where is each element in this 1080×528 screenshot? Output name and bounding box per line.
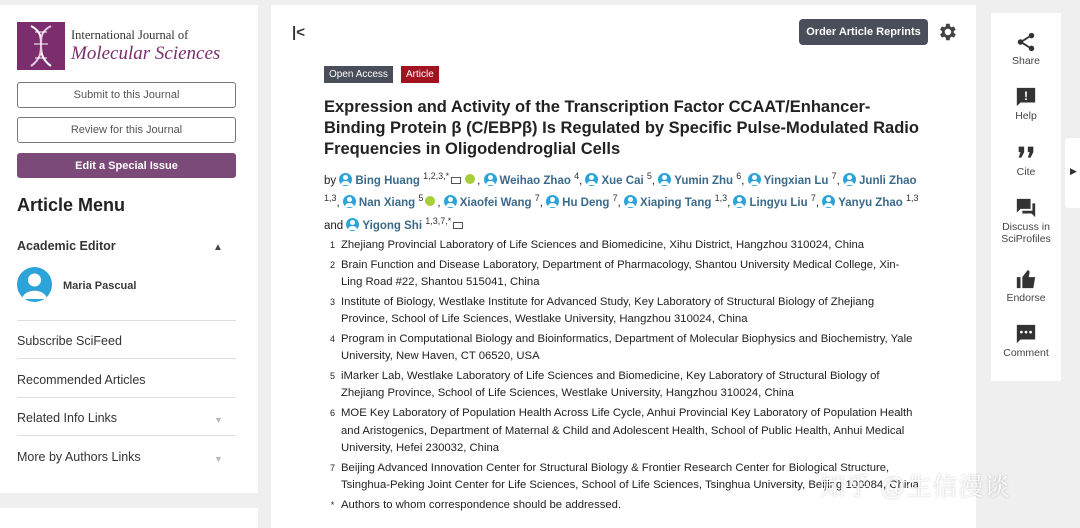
academic-editor-toggle[interactable]: Academic Editor [17, 239, 116, 253]
endorse-label: Endorse [1006, 292, 1046, 304]
open-access-badge[interactable]: Open Access [324, 66, 393, 83]
author-link[interactable]: Xue Cai [601, 174, 644, 187]
author-link[interactable]: Yingxian Lu [763, 174, 829, 187]
author-affiliation: 7 [612, 193, 618, 204]
author-affiliation: 1,3,7,* [425, 215, 452, 226]
affiliation-item [324, 257, 919, 292]
journal-logo[interactable] [17, 22, 220, 70]
author-affiliation: 1,3 [324, 193, 337, 204]
chevron-up-icon[interactable]: ▲ [213, 242, 223, 253]
affiliation-number: 3 [329, 296, 335, 307]
author-icon [346, 218, 359, 231]
thumbs-up-icon [1015, 268, 1037, 290]
affiliation-number: * [330, 499, 335, 510]
author-affiliation: 5 [418, 193, 424, 204]
author-link[interactable]: Yanyu Zhao [838, 197, 903, 210]
author-icon [624, 195, 637, 208]
divider [17, 397, 236, 398]
author-affiliation: 7 [810, 193, 816, 204]
affiliation-text: Brain Function and Disease Laboratory, Department of Pharmacology, Shantou University Medical College, Xin-Ling Road #22, Shantou 515041, China [341, 258, 900, 289]
affiliation-item [324, 331, 919, 366]
journal-name-line2: Molecular Sciences [71, 42, 221, 64]
affiliation-item [324, 368, 919, 403]
orcid-icon[interactable] [465, 174, 475, 184]
email-icon[interactable] [451, 177, 461, 184]
affiliation-text: Institute of Biology, Westlake Institute for Advanced Study, Key Laboratory of Structural Biology of Zhejiang Province, School of Life Sciences, Westlake University, Hangzhou 310024, China [341, 295, 875, 326]
discuss-label: Discuss in SciProfiles [1001, 221, 1051, 245]
affiliation-number: 6 [329, 408, 335, 419]
affiliation-number: 4 [329, 333, 335, 344]
chevron-down-icon[interactable]: ▼ [214, 415, 223, 425]
affiliation-number: 7 [329, 462, 335, 473]
email-icon[interactable] [453, 222, 463, 229]
affiliation-item [324, 237, 919, 254]
comment-label: Comment [1003, 347, 1049, 359]
affiliation-text: Program in Computational Biology and Bioinformatics, Department of Molecular Biophysics and Biochemistry, Yale University, New Haven, CT 06520, USA [341, 332, 913, 363]
affiliation-number: 1 [329, 240, 335, 250]
quote-icon [1015, 142, 1037, 164]
divider [17, 435, 236, 436]
svg-text:!: ! [1024, 88, 1028, 103]
author-icon [843, 173, 856, 186]
author-icon [658, 173, 671, 186]
and-label: and [324, 219, 344, 232]
author-link[interactable]: Xiaping Tang [640, 197, 712, 210]
journal-name-line1: International Journal of [71, 28, 189, 43]
affiliation-text: MOE Key Laboratory of Population Health Across Life Cycle, Anhui Provincial Key Laboratory of Population Health and Aristogenics, Department of Maternal & Child and Adolescent Health, School of Public Health, Anhui Medical University, Hefei 230032, China [341, 407, 913, 454]
cite-label: Cite [1016, 166, 1036, 178]
menu-item-more-by-authors[interactable]: More by Authors Links [17, 450, 141, 464]
help-action[interactable] [991, 86, 1061, 122]
author-list: by Bing Huang $^{1,2,3,*}$ , Weihao Zhao $^4$, Xue Cai $^5$, Yumin Zhu $^6$, Yingxian Lu $^7$, Junli Zhao $^{1,3}$, Nan Xiang $^5$ , Xiaofei Wang $^7$, Hu Deng $^7$, Xiaping Tang $^{1,3}$, Lingyu Liu $^7$, Yanyu Zhao $^{1,3}$ and Yigong Shi $^{1,3,7,*}$ [324, 171, 919, 232]
article-menu-title: Article Menu [17, 195, 126, 215]
author-affiliation: 1,3 [905, 193, 919, 204]
author-icon [748, 173, 761, 186]
author-affiliation: 6 [736, 171, 742, 181]
submit-journal-button[interactable]: Submit to this Journal [17, 82, 236, 108]
article-type-badge: Article [401, 66, 439, 83]
author-link[interactable]: Yigong Shi [362, 219, 423, 232]
cite-action[interactable] [991, 142, 1061, 178]
collapse-sidebar-icon[interactable]: |< [292, 24, 305, 41]
gear-icon[interactable] [936, 21, 958, 43]
author-link[interactable]: Lingyu Liu [749, 197, 808, 210]
author-icon [444, 195, 457, 208]
by-label: by [324, 174, 337, 187]
author-icon [585, 173, 598, 186]
affiliation-text: Beijing Advanced Innovation Center for Structural Biology & Frontier Research Center for Biological Structure, Tsinghua-Peking Joint Center for Life Sciences, School of Life Sciences, Tsinghua University, Beijing 100084, China [341, 461, 919, 492]
order-reprints-button[interactable]: Order Article Reprints [799, 19, 928, 45]
menu-item-related-info-links[interactable]: Related Info Links [17, 411, 118, 425]
share-label: Share [1011, 55, 1041, 67]
editor-name-link[interactable]: Maria Pascual [63, 280, 137, 292]
affiliation-text: Authors to whom correspondence should be addressed. [341, 498, 622, 511]
author-link[interactable]: Yumin Zhu [674, 174, 734, 187]
author-affiliation: 7 [534, 193, 540, 204]
dna-logo-icon [17, 22, 65, 70]
author-icon [343, 195, 356, 208]
author-icon [546, 195, 559, 208]
author-link[interactable]: Weihao Zhao [499, 174, 571, 187]
article-title: Expression and Activity of the Transcription Factor CCAAT/Enhancer-Binding Protein β (C/EBPβ) Is Regulated by Specific Pulse-Modulated Radio Frequencies in Oligodendroglial Cells [324, 98, 919, 158]
comment-action[interactable] [991, 323, 1061, 359]
help-label: Help [1015, 110, 1037, 122]
editor-avatar-icon [17, 267, 52, 302]
orcid-icon[interactable] [425, 196, 435, 206]
author-icon [339, 173, 352, 186]
divider [17, 320, 236, 321]
review-journal-button[interactable]: Review for this Journal [17, 117, 236, 143]
discuss-action[interactable] [991, 197, 1061, 245]
chevron-down-icon[interactable]: ▼ [214, 454, 223, 464]
watermark: 知乎 @生信漫谈 [820, 473, 1011, 501]
expand-panel-tab[interactable] [1065, 138, 1080, 208]
left-sidebar-lower-panel [0, 508, 258, 528]
author-affiliation: 7 [831, 171, 837, 181]
help-icon [1015, 86, 1037, 108]
author-icon [822, 195, 835, 208]
forum-icon [1015, 197, 1037, 219]
author-link[interactable]: Hu Deng [562, 197, 610, 210]
comment-icon [1015, 323, 1037, 345]
affiliation-number: 2 [329, 259, 335, 270]
author-icon [484, 173, 497, 186]
author-icon [733, 195, 746, 208]
divider [17, 358, 236, 359]
affiliation-item [324, 294, 919, 329]
share-icon [1015, 31, 1037, 53]
affiliation-text: Zhejiang Provincial Laboratory of Life Sciences and Biomedicine, Xihu District, Hangzhou 310024, China [341, 239, 865, 251]
edit-special-issue-button[interactable]: Edit a Special Issue [17, 153, 236, 178]
affiliation-number: 5 [329, 371, 335, 382]
author-affiliation: 1,2,3,* [423, 171, 450, 181]
endorse-action[interactable] [991, 268, 1061, 304]
chevron-right-icon: ▶ [1070, 166, 1077, 176]
author-affiliation: 1,3 [714, 193, 728, 204]
affiliation-item [324, 405, 919, 457]
author-affiliation: 4 [574, 171, 580, 181]
menu-item-subscribe-scifeed[interactable]: Subscribe SciFeed [17, 334, 122, 348]
menu-item-recommended-articles[interactable]: Recommended Articles [17, 373, 146, 387]
author-affiliation: 5 [646, 171, 652, 181]
author-link[interactable]: Junli Zhao [859, 174, 917, 187]
author-link[interactable]: Bing Huang [355, 174, 420, 187]
affiliation-text: iMarker Lab, Westlake Laboratory of Life Sciences and Biomedicine, Key Laboratory of Structural Biology of Zhejiang Province, School of Life Sciences, Westlake University, Hangzhou 310024, China [341, 370, 880, 400]
share-action[interactable] [991, 31, 1061, 67]
author-link[interactable]: Xiaofei Wang [459, 197, 532, 210]
author-link[interactable]: Nan Xiang [358, 197, 416, 210]
